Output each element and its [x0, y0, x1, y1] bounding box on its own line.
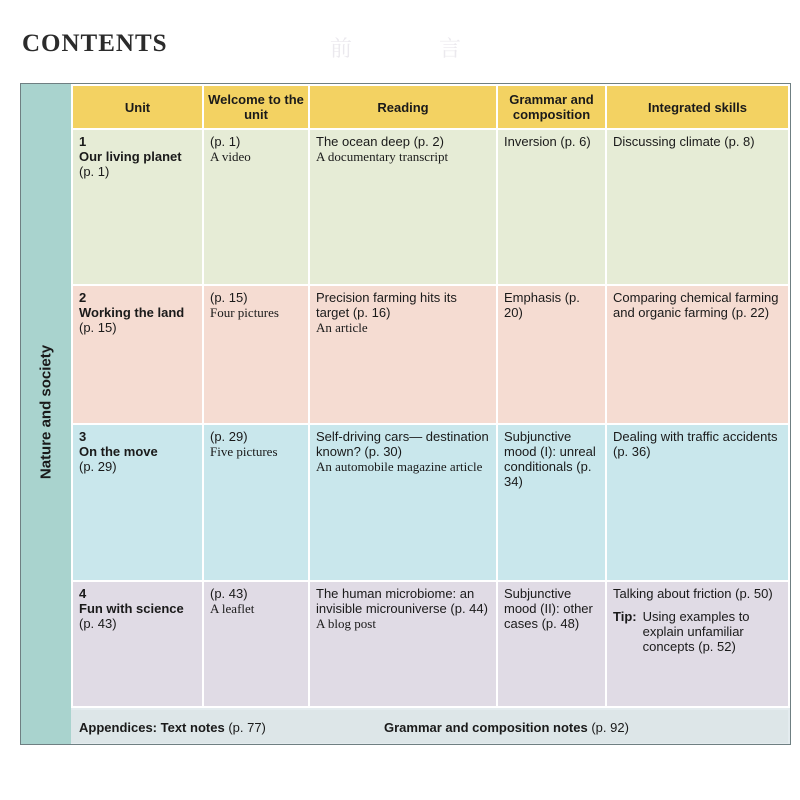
reading-type: A documentary transcript	[316, 149, 449, 164]
grammar-topic: Inversion (p. 6)	[504, 134, 591, 149]
appendix-entry	[79, 720, 266, 735]
column-header: Reading	[309, 85, 497, 129]
welcome-page: (p. 15)	[210, 290, 248, 305]
contents-table	[71, 84, 790, 708]
reading-cell	[309, 581, 497, 707]
reading-title: The ocean deep (p. 2)	[316, 134, 444, 149]
unit-title: Our living planet	[79, 149, 182, 164]
table-header-row	[72, 85, 789, 129]
skills-topic: Dealing with traffic accidents (p. 36)	[613, 429, 778, 459]
grammar-notes-entry	[384, 720, 629, 735]
welcome-type: Four pictures	[210, 305, 279, 320]
unit-page: (p. 1)	[79, 164, 110, 179]
welcome-cell	[203, 581, 309, 707]
table-row	[72, 581, 789, 707]
unit-number: 1	[79, 134, 87, 149]
reading-type: An article	[316, 320, 368, 335]
unit-title: Fun with science	[79, 601, 184, 616]
appendix-label: Appendices: Text notes	[79, 720, 225, 735]
welcome-type: A leaflet	[210, 601, 255, 616]
grammar-cell	[497, 424, 606, 581]
grammar-cell	[497, 129, 606, 285]
welcome-cell	[203, 285, 309, 424]
grammar-notes-label: Grammar and composition notes	[384, 720, 588, 735]
unit-cell	[72, 285, 203, 424]
reading-cell	[309, 424, 497, 581]
reading-cell	[309, 129, 497, 285]
grammar-cell	[497, 581, 606, 707]
welcome-type: Five pictures	[210, 444, 278, 459]
unit-title: On the move	[79, 444, 158, 459]
reading-type: A blog post	[316, 616, 376, 631]
welcome-page: (p. 43)	[210, 586, 248, 601]
reading-type: An automobile magazine article	[316, 459, 483, 474]
skills-topic: Talking about friction (p. 50)	[613, 586, 773, 601]
reading-title: The human microbiome: an invisible microuniverse (p. 44)	[316, 586, 488, 616]
page-title: CONTENTS	[22, 30, 168, 57]
skills-topic: Discussing climate (p. 8)	[613, 134, 755, 149]
unit-cell	[72, 581, 203, 707]
unit-number: 3	[79, 429, 87, 444]
grammar-cell	[497, 285, 606, 424]
ghost-heading: 前 言	[330, 37, 501, 62]
skills-cell	[606, 424, 789, 581]
skills-cell	[606, 581, 789, 707]
unit-number: 2	[79, 290, 87, 305]
welcome-page: (p. 29)	[210, 429, 248, 444]
unit-page: (p. 29)	[79, 459, 117, 474]
reading-cell	[309, 285, 497, 424]
unit-page: (p. 15)	[79, 320, 117, 335]
unit-cell	[72, 424, 203, 581]
welcome-cell	[203, 424, 309, 581]
column-header: Integrated skills	[606, 85, 789, 129]
reading-title: Precision farming hits its target (p. 16)	[316, 290, 457, 320]
reading-title: Self-driving cars— destination known? (p. 30)	[316, 429, 489, 459]
unit-number: 4	[79, 586, 87, 601]
welcome-cell	[203, 129, 309, 285]
table-row	[72, 129, 789, 285]
table-row	[72, 424, 789, 581]
grammar-topic: Emphasis (p. 20)	[504, 290, 580, 320]
appendix-bar	[71, 710, 788, 743]
skills-cell	[606, 285, 789, 424]
welcome-type: A video	[210, 149, 251, 164]
unit-page: (p. 43)	[79, 616, 117, 631]
appendix-page: (p. 77)	[228, 720, 266, 735]
unit-title: Working the land	[79, 305, 185, 320]
tip-text: Using examples to explain unfamiliar concepts (p. 52)	[642, 609, 750, 654]
skills-cell	[606, 129, 789, 285]
theme-label: Nature and society	[37, 344, 55, 480]
tip-label: Tip:	[613, 609, 637, 624]
column-header: Grammar and composition	[497, 85, 606, 129]
column-header: Welcome to the unit	[203, 85, 309, 129]
column-header: Unit	[72, 85, 203, 129]
welcome-page: (p. 1)	[210, 134, 241, 149]
grammar-notes-page: (p. 92)	[591, 720, 629, 735]
table-row	[72, 285, 789, 424]
unit-cell	[72, 129, 203, 285]
grammar-topic: Subjunctive mood (II): other cases (p. 48)	[504, 586, 593, 631]
tip-note	[613, 609, 782, 654]
grammar-topic: Subjunctive mood (I): unreal conditionals (p. 34)	[504, 429, 596, 489]
skills-topic: Comparing chemical farming and organic farming (p. 22)	[613, 290, 779, 320]
